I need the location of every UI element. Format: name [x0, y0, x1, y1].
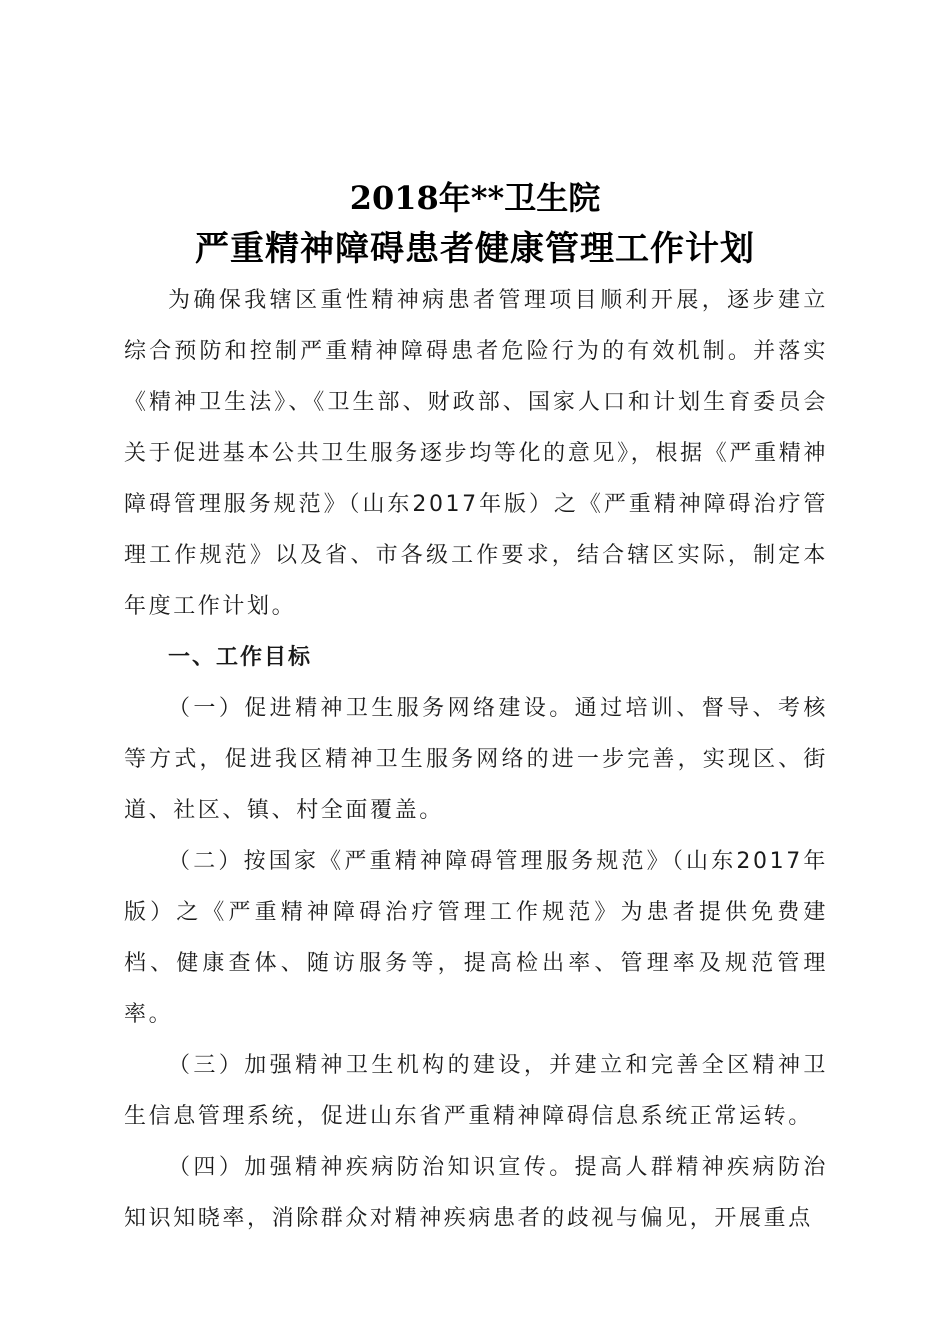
document-body: [124, 275, 828, 1244]
intro-paragraph: 为确保我辖区重性精神病患者管理项目顺利开展，逐步建立综合预防和控制严重精神障碍患者危险行为的有效机制。并落实《精神卫生法》、《卫生部、财政部、国家人口和计划生育委员会关于促进基本公共卫生服务逐步均等化的意见》，根据《严重精神障碍管理服务规范》（山东2017年版）之《严重精神障碍治疗管理工作规范》以及省、市各级工作要求，结合辖区实际，制定本年度工作计划。: [124, 288, 828, 619]
goal-item-4: （四）加强精神疾病防治知识宣传。提高人群精神疾病防治知识知晓率，消除群众对精神疾病患者的歧视与偏见，开展重点: [124, 1155, 828, 1231]
goal-item-1: （一）促进精神卫生服务网络建设。通过培训、督导、考核等方式，促进我区精神卫生服务网络的进一步完善，实现区、街道、社区、镇、村全面覆盖。: [124, 696, 828, 823]
document-title-line2: 严重精神障碍患者健康管理工作计划: [195, 229, 755, 269]
goal-item-2: （二）按国家《严重精神障碍管理服务规范》（山东2017年版）之《严重精神障碍治疗管理工作规范》为患者提供免费建档、健康查体、随访服务等，提高检出率、管理率及规范管理率。: [124, 849, 828, 1027]
goal-item-3: （三）加强精神卫生机构的建设，并建立和完善全区精神卫生信息管理系统，促进山东省严重精神障碍信息系统正常运转。: [124, 1053, 828, 1129]
document-title-line1: 2018年**卫生院: [349, 179, 601, 217]
section-heading-goals: 一、工作目标: [168, 645, 313, 670]
